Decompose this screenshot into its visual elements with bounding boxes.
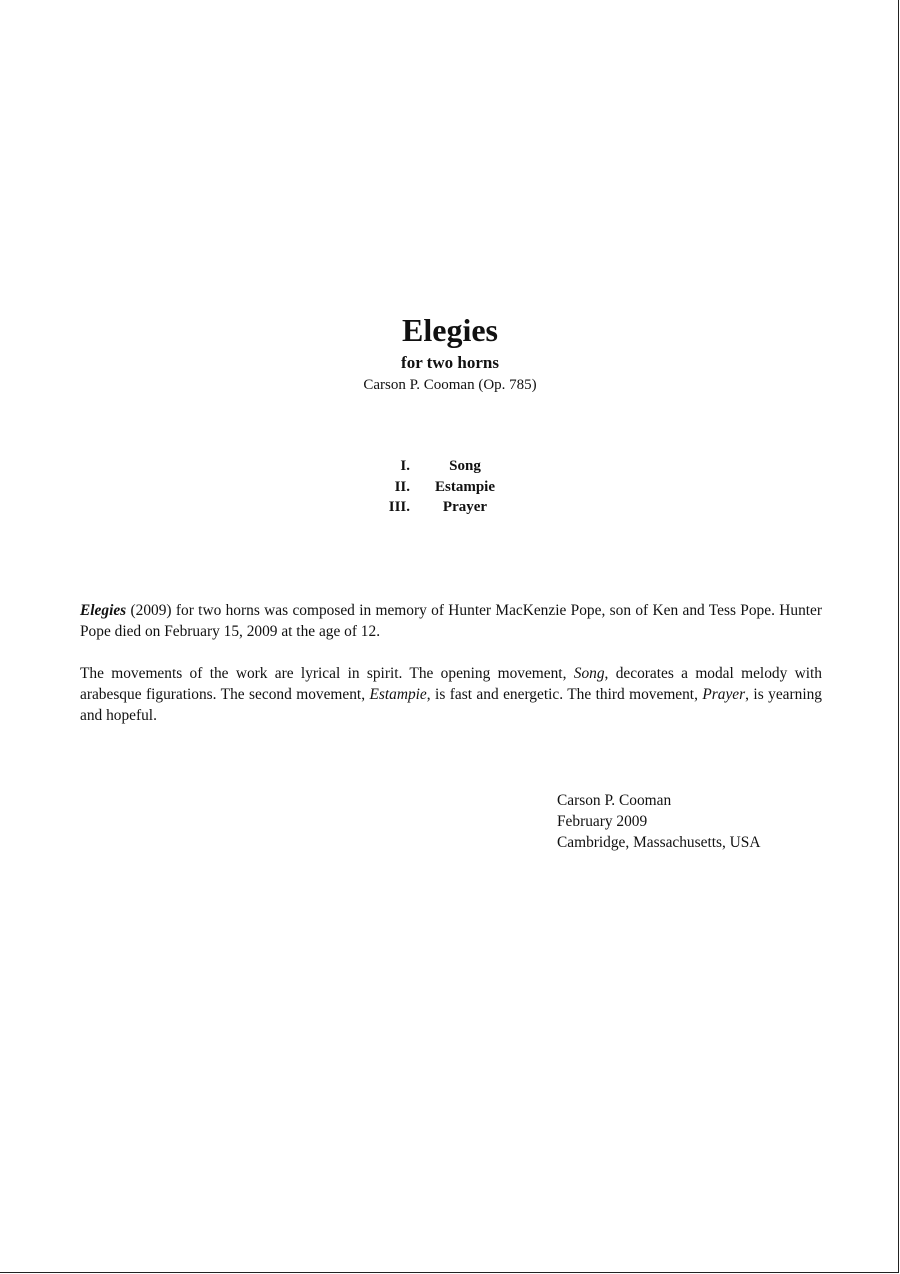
movement-name: Prayer: [442, 499, 488, 515]
movement-name: Song: [449, 458, 481, 474]
movement-title-italic: Estampie: [369, 686, 427, 703]
signature-block: [557, 790, 760, 853]
notes-text: , is yearning and hopeful.: [80, 686, 822, 724]
notes-paragraph-2: [80, 663, 822, 726]
program-notes: [80, 600, 822, 747]
movement-name: Estampie: [435, 478, 495, 495]
signature-name: Carson P. Cooman: [557, 792, 672, 809]
notes-text: The movements of the work are lyrical in spirit. The opening movement,: [80, 665, 574, 682]
title-block: [0, 308, 900, 396]
signature-date: February 2009: [557, 813, 648, 830]
page-title: Elegies: [402, 312, 498, 348]
movement-number: II.: [394, 478, 410, 495]
movement-number: I.: [400, 458, 410, 474]
movement-title-italic: Prayer: [702, 686, 746, 703]
notes-text: , is fast and energetic. The third movement,: [426, 686, 703, 703]
composer-line: Carson P. Cooman (Op. 785): [363, 377, 537, 393]
movement-number: III.: [388, 499, 410, 515]
notes-paragraph-1: [80, 600, 822, 642]
subtitle: for two horns: [401, 353, 499, 372]
notes-text: (2009) for two horns was composed in memory of Hunter MacKenzie Pope, son of Ken and Tess Pope. Hunter Pope died on February 15, 2009 at the age of 12.: [80, 602, 822, 640]
notes-text: , decorates a modal melody with arabesque figurations. The second movement,: [80, 665, 822, 703]
movement-item: [360, 477, 520, 498]
movement-title-italic: Song: [573, 665, 605, 682]
movement-item: [360, 497, 520, 518]
movement-item: [360, 456, 520, 477]
signature-place: Cambridge, Massachusetts, USA: [557, 834, 761, 851]
movement-list: [360, 456, 520, 518]
work-title-italic: Elegies: [80, 602, 127, 619]
